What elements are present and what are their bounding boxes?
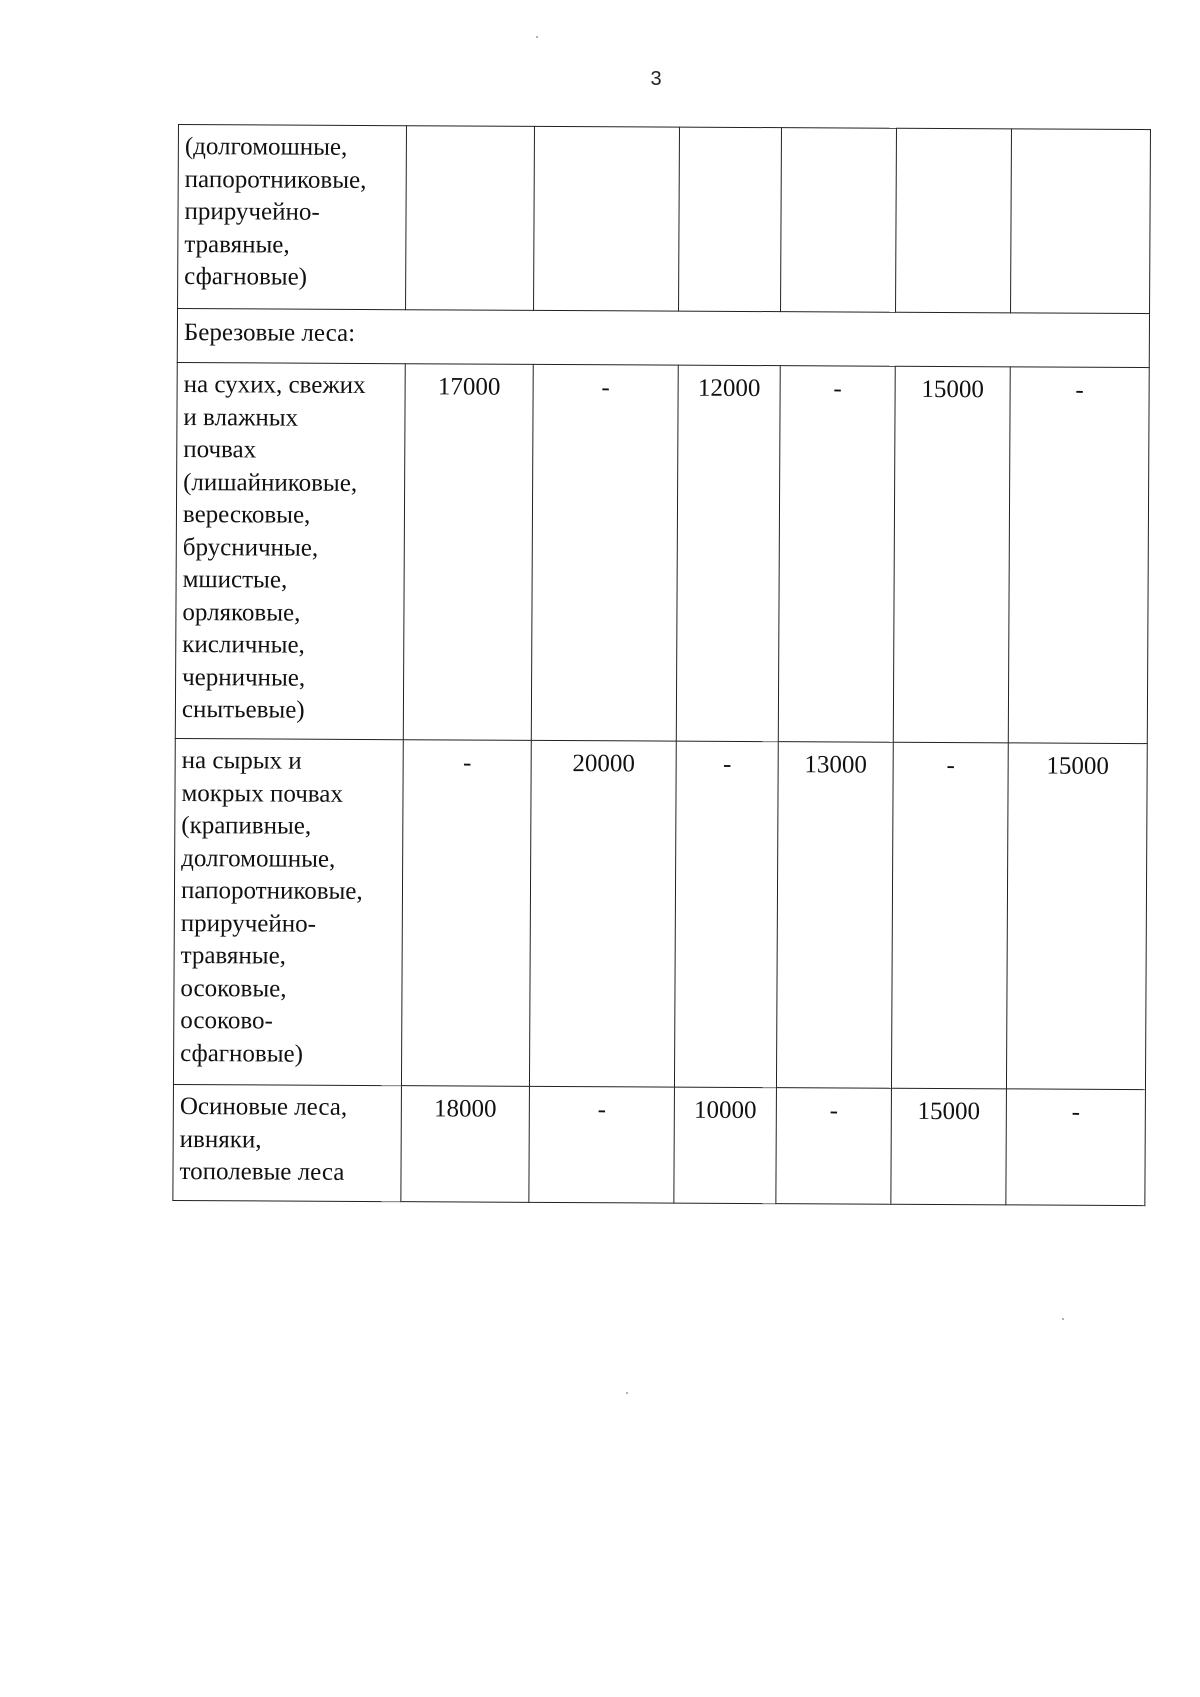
scan-speck bbox=[536, 36, 538, 38]
value-cell: 12000 bbox=[676, 365, 780, 742]
forest-table-wrapper bbox=[172, 124, 1151, 1206]
section-heading: Березовые леса: bbox=[177, 309, 1149, 368]
value-cell: - bbox=[776, 1088, 892, 1205]
value-cell: - bbox=[891, 742, 1008, 1089]
section-row bbox=[177, 309, 1149, 368]
value-cell: 17000 bbox=[403, 364, 533, 741]
value-cell: 15000 bbox=[893, 366, 1010, 743]
value-cell: - bbox=[529, 1086, 675, 1203]
value-cell bbox=[781, 128, 897, 313]
value-cell bbox=[896, 128, 1012, 313]
value-cell: - bbox=[778, 366, 895, 743]
value-cell: - bbox=[674, 741, 778, 1088]
table-row bbox=[173, 738, 1147, 1089]
table-row bbox=[178, 125, 1151, 314]
forest-rates-table bbox=[172, 124, 1151, 1206]
value-cell: 10000 bbox=[674, 1087, 777, 1204]
value-cell: 15000 bbox=[891, 1088, 1007, 1205]
value-cell: - bbox=[531, 364, 678, 741]
scan-speck bbox=[1062, 1318, 1064, 1320]
scan-speck bbox=[626, 1392, 628, 1394]
value-cell: - bbox=[1006, 1089, 1146, 1206]
row-label: (долгомошные, папоротниковые, приручейно- травяные, сфагновые) bbox=[178, 125, 407, 310]
value-cell: - bbox=[1008, 367, 1149, 744]
table-body bbox=[173, 125, 1151, 1206]
row-label: на сухих, свежих и влажных почвах (лишайниковые, вересковые, брусничные, мшистые, орляковые, кисличные, черничные, снытьевые) bbox=[175, 362, 405, 739]
value-cell: 15000 bbox=[1006, 743, 1147, 1090]
value-cell bbox=[406, 126, 535, 311]
value-cell bbox=[679, 127, 782, 312]
table-row bbox=[175, 362, 1149, 743]
row-label: Осиновые леса, ивняки, тополевые леса bbox=[173, 1084, 402, 1201]
page-number: 3 bbox=[650, 68, 662, 90]
value-cell: 20000 bbox=[529, 740, 676, 1087]
value-cell: 18000 bbox=[401, 1086, 530, 1203]
table-row bbox=[173, 1084, 1146, 1205]
row-label: на сырых и мокрых почвах (крапивные, долгомошные, папоротниковые, приручейно- травяные, осоковые, осоково- сфагновые) bbox=[173, 738, 403, 1085]
value-cell bbox=[534, 126, 680, 311]
value-cell: 13000 bbox=[776, 742, 893, 1089]
value-cell bbox=[1011, 129, 1151, 314]
value-cell: - bbox=[401, 740, 531, 1087]
